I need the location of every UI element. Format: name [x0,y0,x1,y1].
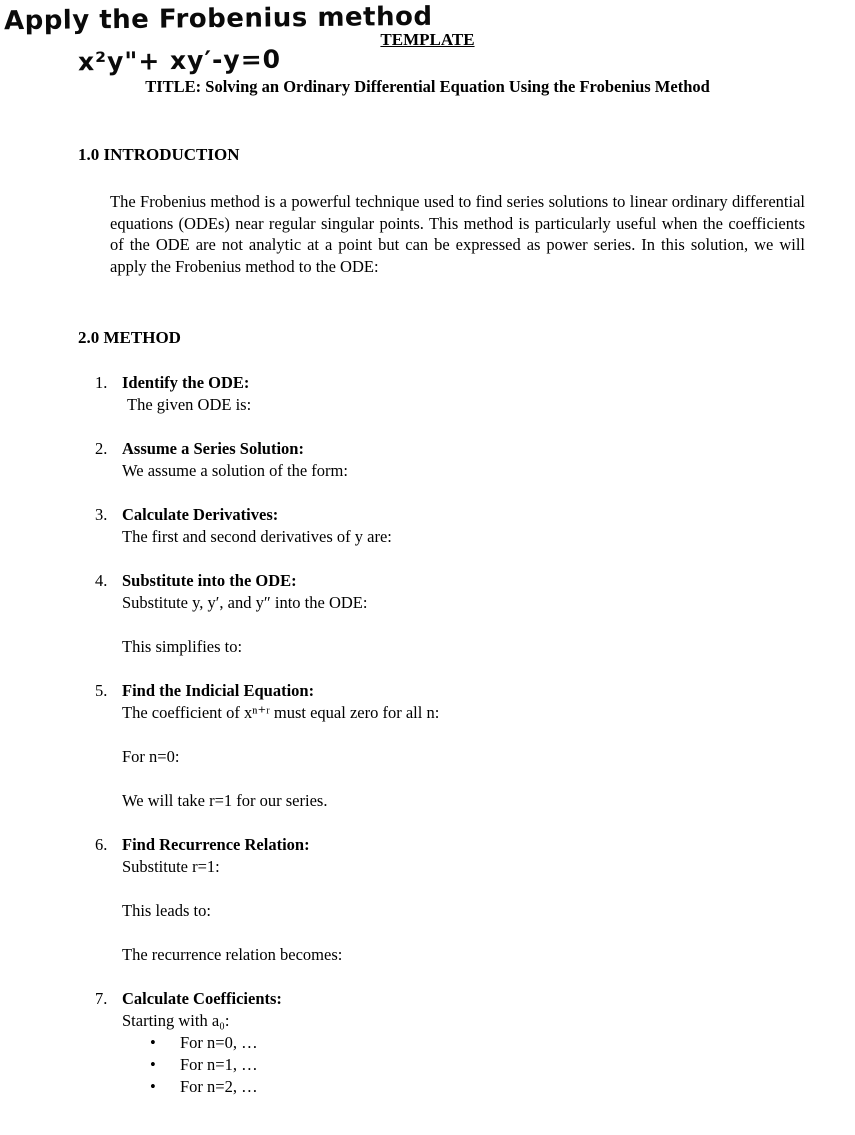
step-title: Substitute into the ODE: [122,570,297,590]
step-line: This simplifies to: [122,636,243,656]
bullet-item [150,1032,795,1054]
step-line: Substitute r=1: [122,856,220,876]
step-line: The recurrence relation becomes: [122,944,343,964]
step-number: 7. [95,988,108,1008]
step-recurrence-relation [95,834,795,966]
intro-paragraph: The Frobenius method is a powerful technique used to find series solutions to linear ordinary differential equations (ODEs) near regular singular points. This method is particularly useful when the coefficients of the ODE are not analytic at a point but can be expressed as power series. In this solution, we will apply the Frobenius method to the ODE: [110,192,805,277]
step-line: The given ODE is: [127,394,252,414]
step-title: Find Recurrence Relation: [122,834,310,854]
bullet-icon: • [150,1076,156,1096]
step-indicial-equation [95,680,795,812]
step-number: 4. [95,570,108,590]
step-calculate-derivatives [95,504,795,548]
step-title: Assume a Series Solution: [122,438,304,458]
template-label-row [0,0,855,50]
step-title: Calculate Coefficients: [122,988,282,1008]
step-head [95,988,795,1010]
step-line: This leads to: [122,900,211,920]
step-substitute-ode [95,570,795,658]
step-line: Substitute y, y′, and y″ into the ODE: [122,592,368,612]
step-head [95,570,795,592]
document-title: TITLE: Solving an Ordinary Differential Equation Using the Frobenius Method [145,77,710,96]
step-line: The first and second derivatives of y are: [122,526,392,546]
step-title: Find the Indicial Equation: [122,680,315,700]
step-number: 2. [95,438,108,458]
step-number: 1. [95,372,108,392]
bullet-text: For n=0, … [180,1032,258,1052]
bullet-icon: • [150,1032,156,1052]
step-line: We assume a solution of the form: [122,460,348,480]
step-title: Calculate Derivatives: [122,504,279,524]
step-number: 3. [95,504,108,524]
step-line: The coefficient of xⁿ⁺ʳ must equal zero for all n: [122,702,440,722]
step-line: Starting with a₀: [122,1010,230,1030]
step-head [95,680,795,702]
intro-heading: 1.0 INTRODUCTION [78,145,240,164]
bullet-icon: • [150,1054,156,1074]
step-number: 5. [95,680,108,700]
handwritten-note: Apply the Frobenius method [3,1,433,37]
bullet-text: For n=2, … [180,1076,258,1096]
step-head [95,438,795,460]
step-line: For n=0: [122,746,180,766]
step-head [95,372,795,394]
bullet-item [150,1076,795,1098]
step-calculate-coefficients [95,988,795,1098]
handwritten-equation: x²y"+ xy′-y=0 [77,44,282,77]
step-identify-ode [95,372,795,416]
step-number: 6. [95,834,108,854]
step-line: We will take r=1 for our series. [122,790,328,810]
method-steps [0,372,855,1098]
template-label: TEMPLATE [380,30,475,49]
step-head [95,834,795,856]
step-head [95,504,795,526]
step-assume-series [95,438,795,482]
bullet-item [150,1054,795,1076]
step-title: Identify the ODE: [122,372,250,392]
method-heading: 2.0 METHOD [78,327,181,347]
bullet-text: For n=1, … [180,1054,258,1074]
